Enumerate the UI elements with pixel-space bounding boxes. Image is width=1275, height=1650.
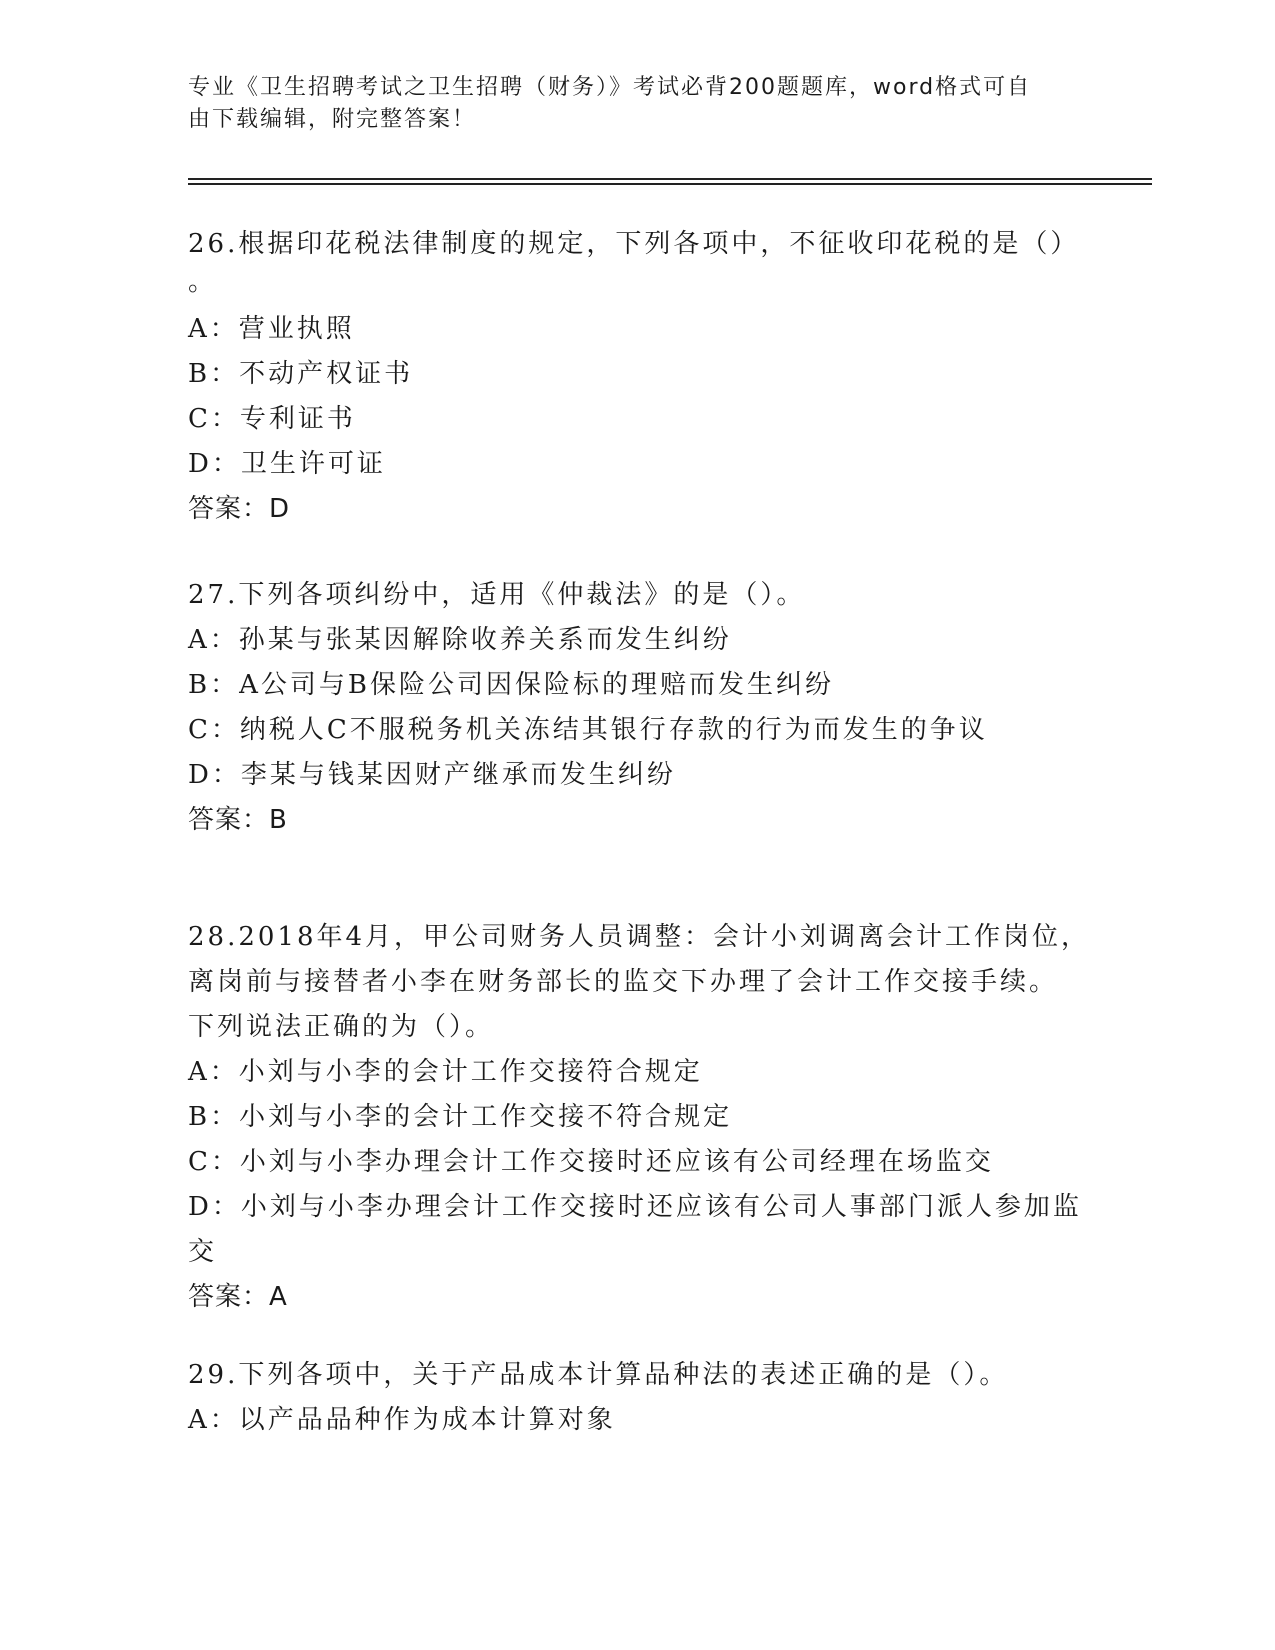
question-29 (188, 1353, 1088, 1443)
question-stem-cont: 。 (188, 267, 218, 297)
option-d: D：李某与钱某因财产继承而发生纠纷 (188, 760, 676, 790)
question-26 (188, 222, 1088, 532)
question-stem-cont: 离岗前与接替者小李在财务部长的监交下办理了会计工作交接手续。 (188, 967, 1059, 997)
option-b: B：A公司与B保险公司因保险标的理赔而发生纠纷 (188, 670, 834, 700)
option-c: C：专利证书 (188, 404, 356, 434)
header-line-1: 专业《卫生招聘考试之卫生招聘（财务）》考试必背200题题库，word格式可自 (188, 75, 1032, 100)
document-header (188, 72, 1088, 136)
header-divider-bottom (188, 183, 1152, 185)
option-a: A：孙某与张某因解除收养关系而发生纠纷 (188, 625, 732, 655)
option-b: B：不动产权证书 (188, 359, 414, 389)
question-stem: 29.下列各项中，关于产品成本计算品种法的表述正确的是（）。 (188, 1360, 1009, 1390)
option-b: B：小刘与小李的会计工作交接不符合规定 (188, 1102, 733, 1132)
option-d: D：小刘与小李办理会计工作交接时还应该有公司人事部门派人参加监 (188, 1192, 1082, 1222)
question-stem-cont: 下列说法正确的为（）。 (188, 1012, 495, 1042)
answer: 答案：A (188, 1282, 288, 1312)
option-a: A：以产品品种作为成本计算对象 (188, 1405, 616, 1435)
header-line-2: 由下载编辑，附完整答案！ (188, 107, 477, 132)
question-stem: 27.下列各项纠纷中，适用《仲裁法》的是（）。 (188, 580, 806, 610)
header-divider-top (188, 178, 1152, 180)
option-c: C：纳税人C不服税务机关冻结其银行存款的行为而发生的争议 (188, 715, 988, 745)
option-a: A：小刘与小李的会计工作交接符合规定 (188, 1057, 703, 1087)
option-a: A：营业执照 (188, 314, 355, 344)
question-28 (188, 915, 1091, 1320)
question-27 (188, 573, 1088, 843)
option-d-cont: 交 (188, 1237, 218, 1267)
option-c: C：小刘与小李办理会计工作交接时还应该有公司经理在场监交 (188, 1147, 994, 1177)
question-stem: 26.根据印花税法律制度的规定，下列各项中，不征收印花税的是（） (188, 229, 1080, 259)
question-stem: 28.2018年4月，甲公司财务人员调整：会计小刘调离会计工作岗位， (188, 922, 1091, 952)
answer: 答案：D (188, 494, 291, 524)
answer: 答案：B (188, 805, 288, 835)
option-d: D：卫生许可证 (188, 449, 386, 479)
